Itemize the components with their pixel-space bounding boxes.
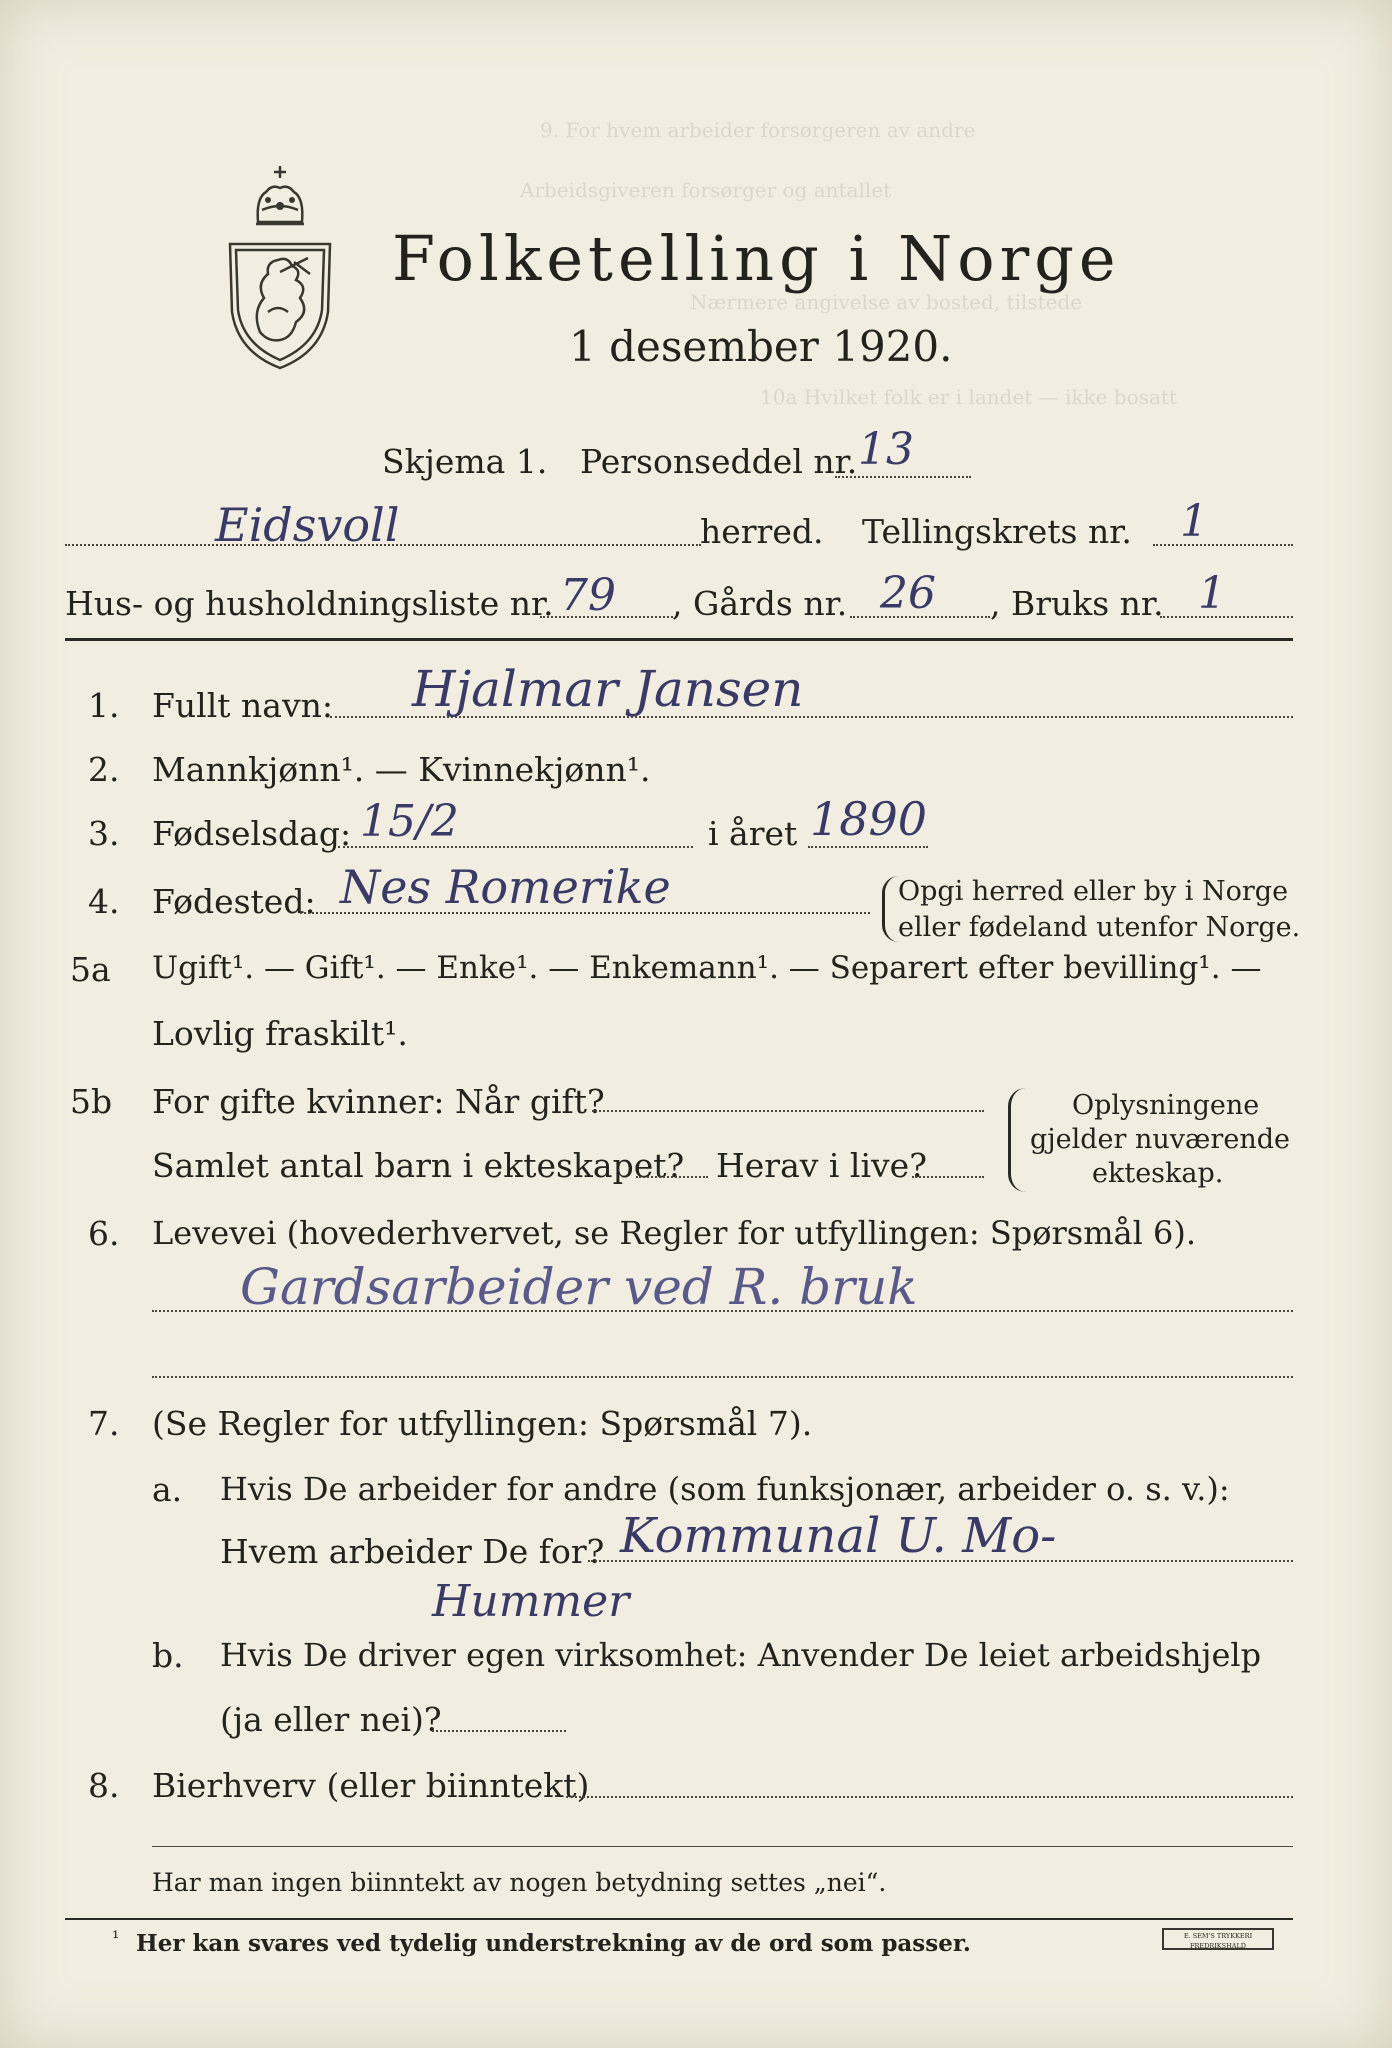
q5a-line1: Ugift¹. — Gift¹. — Enke¹. — Enkemann¹. — Separert efter bevilling¹. —: [152, 950, 1262, 986]
q6-label: Levevei (hovederhvervet, se Regler for utfyllingen: Spørsmål 6).: [152, 1214, 1197, 1252]
q4-label: Fødested:: [152, 882, 316, 921]
q6-value[interactable]: Gardsarbeider ved R. bruk: [240, 1258, 918, 1316]
q5b-note-line2: gjelder nuværende: [1030, 1124, 1290, 1155]
q7a-letter: a.: [152, 1470, 183, 1509]
husliste-label: Hus- og husholdningsliste nr.: [65, 584, 554, 623]
q1-label: Fullt navn:: [152, 686, 333, 725]
q7a-value-line1[interactable]: Kommunal U. Mo-: [620, 1508, 1057, 1564]
printer-stamp: E. SEM'S TRYKKERI FREDRIKSHALD: [1162, 1928, 1274, 1950]
q4-note-line2: eller fødeland utenfor Norge.: [898, 912, 1301, 943]
gards-value[interactable]: 26: [880, 568, 936, 619]
q5b-line2b: Herav i live?: [716, 1146, 927, 1185]
personseddel-value[interactable]: 13: [858, 424, 914, 475]
q5b-line2a: Samlet antal barn i ekteskapet?: [152, 1146, 685, 1185]
q5b-brace: [1008, 1088, 1027, 1192]
q3-number: 3.: [88, 814, 120, 853]
coat-of-arms-icon: [222, 162, 338, 372]
q3-label: Fødselsdag:: [152, 814, 352, 853]
q4-brace: [882, 876, 899, 942]
q2-number: 2.: [88, 750, 120, 789]
personseddel-label: Personseddel nr.: [580, 442, 858, 481]
q7-label: (Se Regler for utfyllingen: Spørsmål 7).: [152, 1404, 813, 1443]
q5a-line2: Lovlig fraskilt¹.: [152, 1014, 408, 1053]
q3-year-value[interactable]: 1890: [810, 792, 928, 846]
bruks-label: , Bruks nr.: [990, 584, 1164, 623]
q3-value[interactable]: 15/2: [360, 796, 459, 847]
q7a-value-line2[interactable]: Hummer: [432, 1576, 630, 1627]
footer-note: Har man ingen biinntekt av nogen betydning settes „nei“.: [152, 1868, 887, 1897]
q1-number: 1.: [88, 686, 120, 725]
q8-label: Bierhverv (eller biinntekt): [152, 1766, 590, 1805]
herred-value[interactable]: Eidsvoll: [215, 498, 400, 552]
q5b-number: 5b: [70, 1082, 113, 1121]
q4-number: 4.: [88, 882, 120, 921]
q5b-line1: For gifte kvinner: Når gift?: [152, 1082, 605, 1121]
tellingskrets-label: Tellingskrets nr.: [862, 512, 1132, 551]
tellingskrets-value[interactable]: 1: [1180, 496, 1208, 547]
q3-year-label: i året: [708, 814, 798, 853]
q7b-line1: Hvis De driver egen virksomhet: Anvender De leiet arbeidshjelp: [220, 1636, 1262, 1674]
q7-number: 7.: [88, 1404, 120, 1443]
q7b-letter: b.: [152, 1636, 184, 1675]
schema-label: Skjema 1.: [382, 442, 548, 481]
q5a-number: 5a: [70, 950, 111, 989]
q2-text: Mannkjønn¹. — Kvinnekjønn¹.: [152, 750, 651, 789]
form-title: Folketelling i Norge: [392, 222, 1121, 295]
bruks-value[interactable]: 1: [1198, 568, 1226, 619]
census-form-page: 9. For hvem arbeider forsørgeren av andre Arbeidsgiveren forsørger og antallet Nærmere angivelse av bosted, tilstede 10a Hvilket folk er i landet — ikke bosatt Folketelling i Norge 1 desember 1920. Skjema 1. Personseddel nr. 13 Eidsvoll herred. Tellingskrets nr. 1 Hus- og husholdningsliste nr. 79 , Gårds nr. 26 , Bruks nr. 1 1. Fullt navn: Hjalmar Jansen 2. Mannkjønn¹. — Kvinnekjønn¹. 3. Fødselsdag: 15/2 i året 1890 4. Fødested: Nes Romerike Opgi herred eller by i Norge eller fødeland utenfor Norge. 5a Ugift¹. — Gift¹. — Enke¹. — Enkemann¹. — Separert efter bevilling¹. — Lovlig fraskilt¹. 5b For gifte kvinner: Når gift? Samlet antal barn i ekteskapet? Herav i live? Oplysningene gjelder nuværende ekteskap. 6. Levevei (hovederhvervet, se Regler for utfyllingen: Spørsmål 6). Gardsarbeider ved R. bruk 7. (Se Regler for utfyllingen: Spørsmål 7). a. Hvis De arbeider for andre (som funksjonær, arbeider o. s. v.): Hvem arbeider De for? Kommunal U. Mo- Hummer b. Hvis De driver egen virksomhet: Anvender De leiet arbeidshjelp (ja eller nei)? 8. Bierhverv (eller biinntekt) Har man ingen biinntekt av nogen betydning settes „nei“. ¹ Her kan svares ved tydelig understrekning av de ord som passer. E. SEM'S TRYKKERI FREDRIKSHALD: [0, 0, 1392, 2048]
footnote-text: Her kan svares ved tydelig understrekning av de ord som passer.: [136, 1930, 971, 1957]
q5b-note-line3: ekteskap.: [1092, 1158, 1224, 1189]
q4-value[interactable]: Nes Romerike: [340, 860, 671, 914]
husliste-value[interactable]: 79: [560, 570, 616, 621]
q8-number: 8.: [88, 1766, 120, 1805]
footnote-mark: ¹: [112, 1928, 120, 1949]
q6-number: 6.: [88, 1214, 120, 1253]
divider: [65, 638, 1293, 641]
q7a-line2: Hvem arbeider De for?: [220, 1532, 605, 1571]
q5b-note-line1: Oplysningene: [1072, 1090, 1260, 1121]
form-date: 1 desember 1920.: [569, 322, 953, 371]
gards-label: , Gårds nr.: [672, 584, 848, 623]
herred-label: herred.: [700, 512, 824, 551]
q1-value[interactable]: Hjalmar Jansen: [412, 660, 804, 718]
q4-note-line1: Opgi herred eller by i Norge: [898, 876, 1289, 907]
q7a-line1: Hvis De arbeider for andre (som funksjonær, arbeider o. s. v.):: [220, 1470, 1230, 1508]
footer-divider: [65, 1918, 1293, 1920]
q7b-line2: (ja eller nei)?: [220, 1700, 442, 1739]
